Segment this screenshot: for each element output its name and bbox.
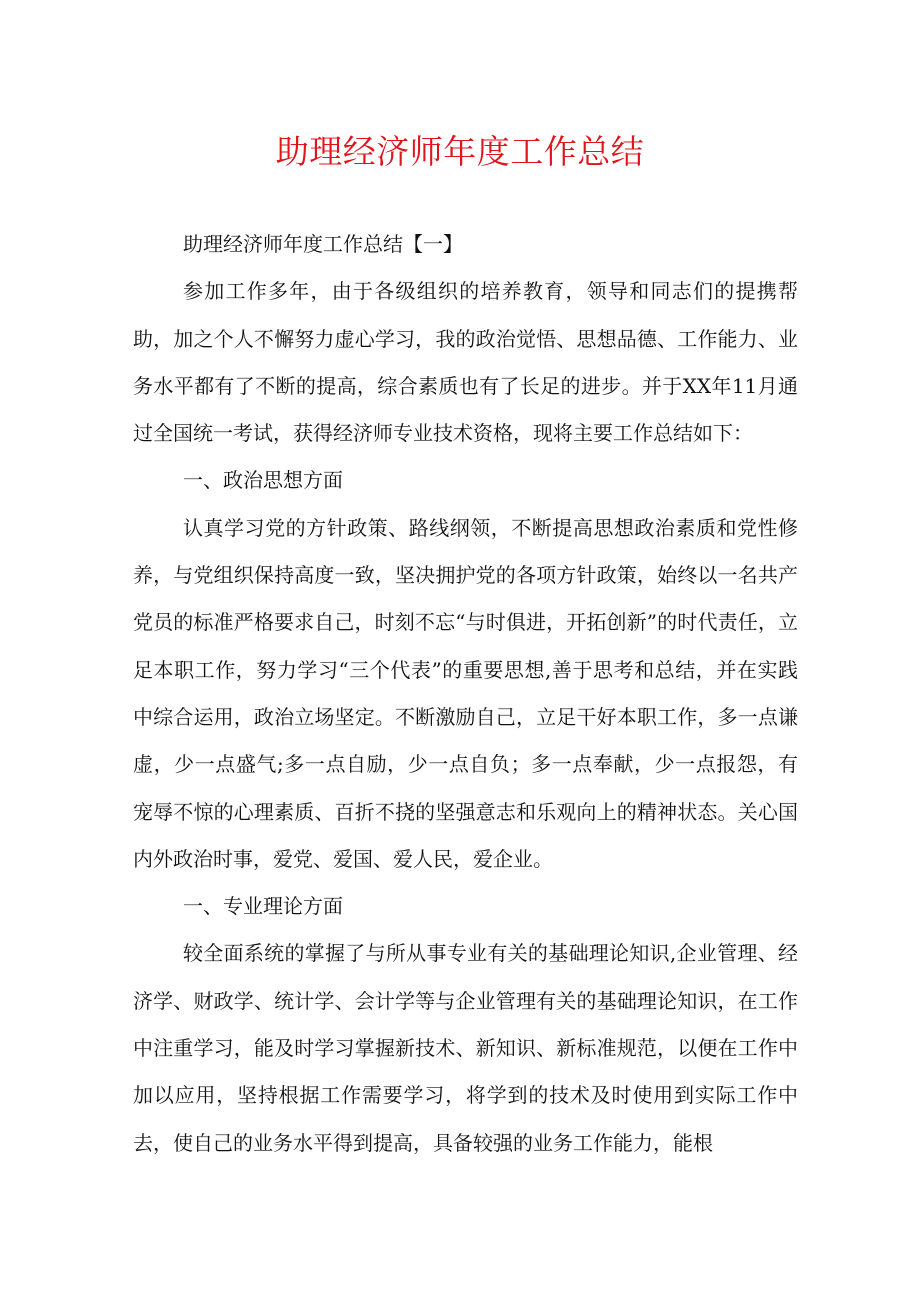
section-heading: 助理经济师年度工作总结【一】 [183,232,463,256]
document-body [133,221,798,1167]
body-paragraph: 较全面系统的掌握了与所从事专业有关的基础理论知识,企业管理、经济学、财政学、统计学、会计学等与企业管理有关的基础理论知识，在工作中注重学习，能及时学习掌握新技术、新知识、新标准规范，以便在工作中加以应用，坚持根据工作需要学习，将学到的技术及时使用到实际工作中去，使自己的业务水平得到提高，具备较强的业务工作能力，能根 [133,941,798,1155]
section-heading: 一、专业理论方面 [183,894,343,919]
body-paragraph: 认真学习党的方针政策、路线纲领，不断提高思想政治素质和党性修养，与党组织保持高度一致，坚决拥护党的各项方针政策，始终以一名共产党员的标准严格要求自己，时刻不忘“与时俱进，开拓创新”的时代责任，立足本职工作，努力学习“三个代表”的重要思想,善于思考和总结，并在实践中综合运用，政治立场坚定。不断激励自己，立足干好本职工作，多一点谦虚，少一点盛气;多一点自励，少一点自负；多一点奉献，少一点报怨，有宠辱不惊的心理素质、百折不挠的坚强意志和乐观向上的精神状态。关心国内外政治时事，爱党、爱国、爱人民，爱企业。 [133,515,798,871]
document-title: 助理经济师年度工作总结 [275,132,645,171]
section-heading: 一、政治思想方面 [183,468,343,493]
body-paragraph: 参加工作多年，由于各级组织的培养教育，领导和同志们的提携帮助，加之个人不懈努力虚心学习，我的政治觉悟、思想品德、工作能力、业务水平都有了不断的提高，综合素质也有了长足的进步。并于XX年11月通过全国统一考试，获得经济师专业技术资格，现将主要工作总结如下： [133,279,798,446]
